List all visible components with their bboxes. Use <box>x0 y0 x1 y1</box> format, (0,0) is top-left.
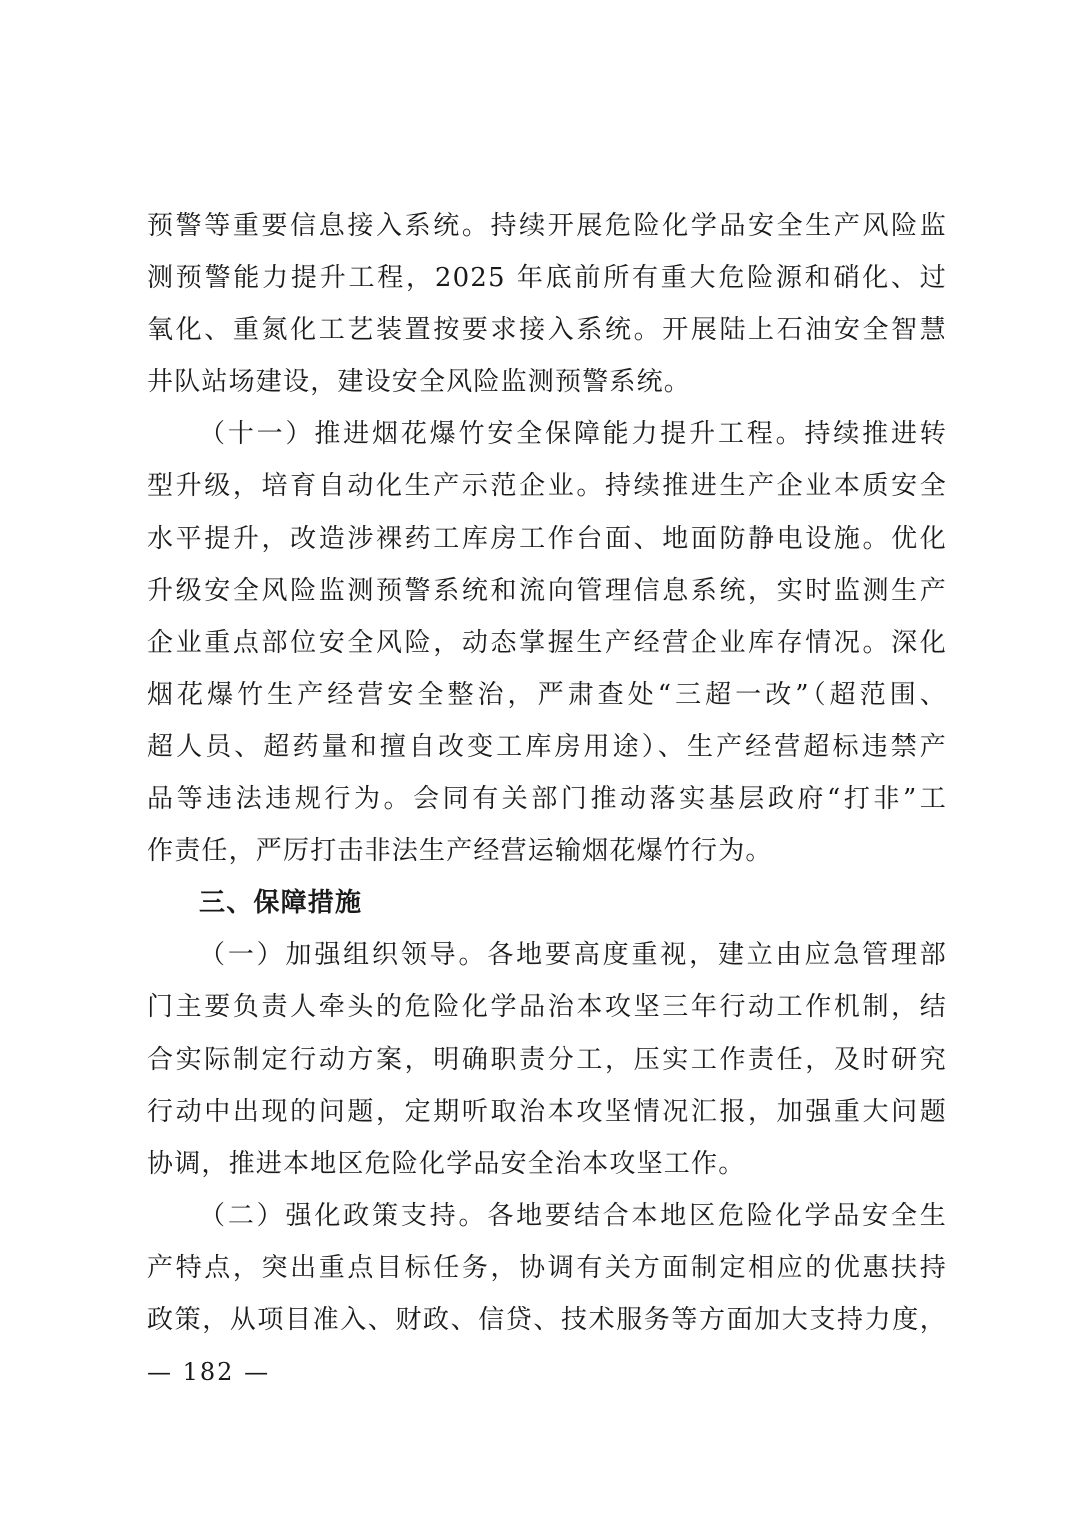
text-line: （二）强化政策支持。各地要结合本地区危险化学品安全生 <box>199 1200 947 1231</box>
text-line: 水平提升，改造涉裸药工库房工作台面、地面防静电设施。优化 <box>147 523 947 554</box>
text-line: 行动中出现的问题，定期听取治本攻坚情况汇报，加强重大问题 <box>147 1096 947 1127</box>
text-line: 升级安全风险监测预警系统和流向管理信息系统，实时监测生产 <box>147 575 947 606</box>
text-line: 井队站场建设，建设安全风险监测预警系统。 <box>147 367 692 398</box>
text-line: （一）加强组织领导。各地要高度重视，建立由应急管理部 <box>199 940 947 971</box>
text-line: 政策，从项目准入、财政、信贷、技术服务等方面加大支持力度， <box>147 1304 947 1335</box>
text-line: 超人员、超药量和擅自改变工库房用途）、生产经营超标违禁产 <box>147 731 947 762</box>
page-number: — 182 — <box>147 1358 271 1386</box>
text-line: 门主要负责人牵头的危险化学品治本攻坚三年行动工作机制，结 <box>147 992 947 1023</box>
text-line: 品等违法违规行为。会同有关部门推动落实基层政府“打非”工 <box>147 784 947 815</box>
text-line: 型升级，培育自动化生产示范企业。持续推进生产企业本质安全 <box>147 471 947 502</box>
text-line: 预警等重要信息接入系统。持续开展危险化学品安全生产风险监 <box>147 211 947 241</box>
text-line: 产特点，突出重点目标任务，协调有关方面制定相应的优惠扶持 <box>147 1252 947 1283</box>
text-line: 作责任，严厉打击非法生产经营运输烟花爆竹行为。 <box>147 836 773 867</box>
text-line: 烟花爆竹生产经营安全整治，严肃查处“三超一改”（超范围、 <box>147 679 947 710</box>
body-text <box>147 200 947 1346</box>
section-heading: 三、保障措施 <box>199 888 363 919</box>
text-line: （十一）推进烟花爆竹安全保障能力提升工程。持续推进转 <box>199 419 947 450</box>
text-line: 合实际制定行动方案，明确职责分工，压实工作责任，及时研究 <box>147 1044 947 1075</box>
text-line: 协调，推进本地区危险化学品安全治本攻坚工作。 <box>147 1148 746 1179</box>
text-line: 测预警能力提升工程，2025 年底前所有重大危险源和硝化、过 <box>147 263 947 294</box>
text-line: 企业重点部位安全风险，动态掌握生产经营企业库存情况。深化 <box>147 627 947 658</box>
text-line: 氧化、重氮化工艺装置按要求接入系统。开展陆上石油安全智慧 <box>147 315 947 346</box>
